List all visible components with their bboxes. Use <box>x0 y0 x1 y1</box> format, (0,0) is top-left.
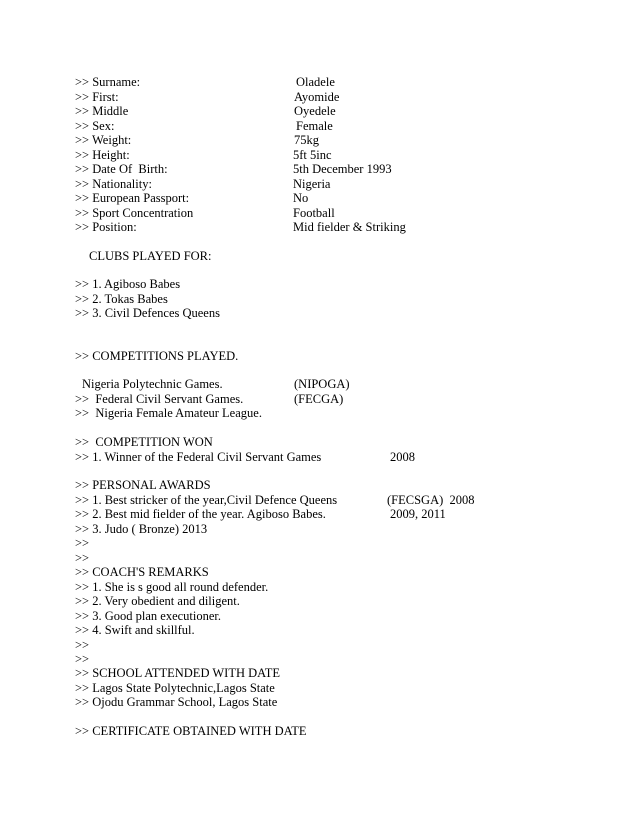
profile-label-nationality: >> Nationality: <box>75 177 152 191</box>
clubs-heading: CLUBS PLAYED FOR: <box>89 249 212 263</box>
profile-value-passport: No <box>293 191 309 205</box>
profile-value-sex: Female <box>296 119 333 133</box>
blank-line: >> <box>75 551 90 565</box>
school-item: >> Lagos State Polytechnic,Lagos State <box>75 681 275 695</box>
competitions-heading: >> COMPETITIONS PLAYED. <box>75 349 239 363</box>
profile-value-nationality: Nigeria <box>293 177 331 191</box>
awards-heading: >> PERSONAL AWARDS <box>75 478 211 492</box>
club-item: >> 1. Agiboso Babes <box>75 277 181 291</box>
profile-value-sport: Football <box>293 206 335 220</box>
profile-value-first: Ayomide <box>294 90 340 104</box>
profile-value-weight: 75kg <box>294 133 319 147</box>
award-name: >> 2. Best mid fielder of the year. Agiboso Babes. <box>75 507 326 521</box>
won-item-name: >> 1. Winner of the Federal Civil Servant Games <box>75 450 322 464</box>
profile-label-weight: >> Weight: <box>75 133 132 147</box>
profile-label-sport: >> Sport Concentration <box>75 206 194 220</box>
club-item: >> 2. Tokas Babes <box>75 292 168 306</box>
competition-abbr: (FECGA) <box>294 392 344 406</box>
remark-item: >> 4. Swift and skillful. <box>75 623 195 637</box>
profile-value-dob: 5th December 1993 <box>293 162 392 176</box>
won-heading: >> COMPETITION WON <box>75 435 213 449</box>
profile-label-passport: >> European Passport: <box>75 191 190 205</box>
profile-label-sex: >> Sex: <box>75 119 115 133</box>
profile-value-surname: Oladele <box>296 75 335 89</box>
blank-line: >> <box>75 652 90 666</box>
profile-value-middle: Oyedele <box>294 104 336 118</box>
certificate-heading: >> CERTIFICATE OBTAINED WITH DATE <box>75 724 307 738</box>
profile-label-position: >> Position: <box>75 220 137 234</box>
blank-line: >> <box>75 536 90 550</box>
competition-name: Nigeria Polytechnic Games. <box>82 377 223 391</box>
remarks-heading: >> COACH'S REMARKS <box>75 565 209 579</box>
award-extra: 2009, 2011 <box>390 507 446 521</box>
competition-name: >> Federal Civil Servant Games. <box>75 392 244 406</box>
profile-label-dob: >> Date Of Birth: <box>75 162 168 176</box>
school-item: >> Ojodu Grammar School, Lagos State <box>75 695 278 709</box>
remark-item: >> 2. Very obedient and diligent. <box>75 594 240 608</box>
profile-label-surname: >> Surname: <box>75 75 141 89</box>
blank-line: >> <box>75 638 90 652</box>
remark-item: >> 1. She is s good all round defender. <box>75 580 269 594</box>
won-item-year: 2008 <box>390 450 415 464</box>
competition-name: >> Nigeria Female Amateur League. <box>75 406 262 420</box>
award-extra: (FECSGA) 2008 <box>387 493 475 507</box>
remark-item: >> 3. Good plan executioner. <box>75 609 222 623</box>
profile-value-height: 5ft 5inc <box>293 148 332 162</box>
competition-abbr: (NIPOGA) <box>294 377 350 391</box>
profile-label-height: >> Height: <box>75 148 130 162</box>
award-name: >> 1. Best stricker of the year,Civil Defence Queens <box>75 493 338 507</box>
award-name: >> 3. Judo ( Bronze) 2013 <box>75 522 208 536</box>
club-item: >> 3. Civil Defences Queens <box>75 306 220 320</box>
profile-value-position: Mid fielder & Striking <box>293 220 406 234</box>
school-heading: >> SCHOOL ATTENDED WITH DATE <box>75 666 281 680</box>
profile-label-first: >> First: <box>75 90 119 104</box>
profile-label-middle: >> Middle <box>75 104 129 118</box>
